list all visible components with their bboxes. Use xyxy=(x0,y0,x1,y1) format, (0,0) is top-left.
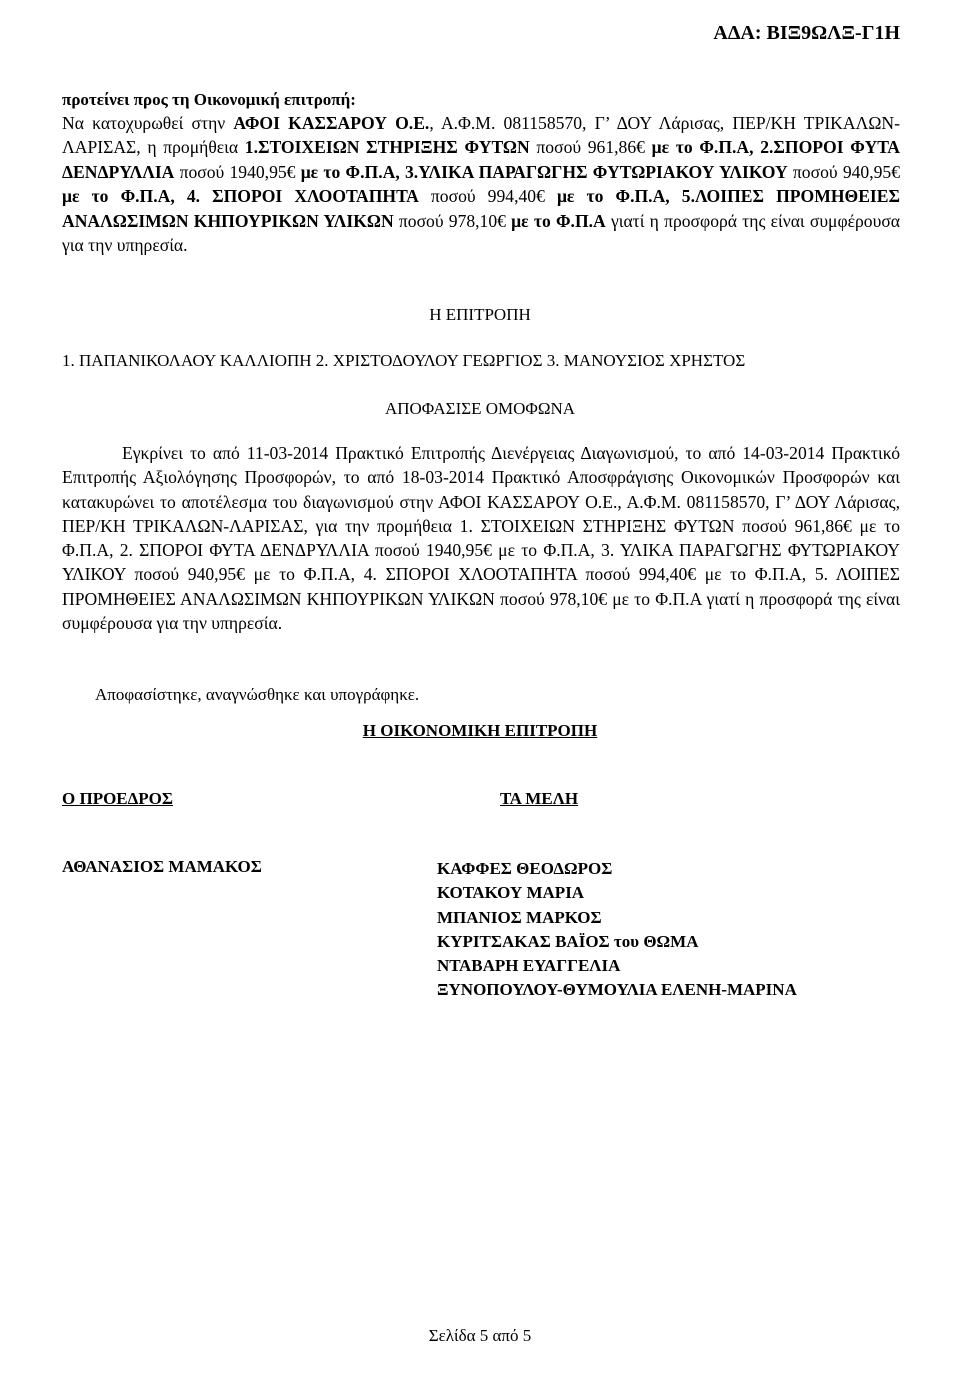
item-2: με το Φ.Π.Α, 2.ΣΠΟΡΟΙ ΦΥΤΑ ΔΕΝΔΡΥΛΛΙΑ xyxy=(62,137,900,182)
item-1: 1.ΣΤΟΙΧΕΙΩΝ ΣΤΗΡΙΞΗΣ ΦΥΤΩΝ xyxy=(244,137,530,158)
members-list xyxy=(437,857,797,1003)
company-name: ΑΦΟΙ ΚΑΣΣΑΡΟΥ Ο.Ε. xyxy=(233,113,430,133)
amount-1: ποσού 961,86€ xyxy=(529,137,652,158)
amount-4: ποσού 994,40€ xyxy=(418,186,557,207)
members-title: ΤΑ ΜΕΛΗ xyxy=(500,789,579,808)
proposal-paragraph xyxy=(62,111,900,257)
president-name: ΑΘΑΝΑΣΙΟΣ ΜΑΜΑΚΟΣ xyxy=(62,857,262,876)
committee-members: 1. ΠΑΠΑΝΙΚΟΛΑΟΥ ΚΑΛΛΙΟΠΗ 2. ΧΡΙΣΤΟΔΟΥΛΟΥ ΓΕΩΡΓΙΟΣ 3. ΜΑΝΟΥΣΙΟΣ ΧΡΗΣΤΟΣ xyxy=(62,351,746,370)
amount-3: ποσού 940,95€ xyxy=(787,161,900,182)
member-name: ΝΤΑΒΑΡΗ ΕΥΑΓΓΕΛΙΑ xyxy=(437,956,621,976)
proposal-title: προτείνει προς τη Οικονομική επιτροπή: xyxy=(62,90,356,109)
member-name: ΞΥΝΟΠΟΥΛΟΥ-ΘΥΜΟΥΛΙΑ ΕΛΕΝΗ-ΜΑΡΙΝΑ xyxy=(437,980,797,1000)
president-title: Ο ΠΡΟΕΔΡΟΣ xyxy=(62,789,174,808)
page-number: Σελίδα 5 από 5 xyxy=(428,1326,532,1345)
amount-2: ποσού 1940,95€ xyxy=(174,161,301,182)
member-name: ΚΟΤΑΚΟΥ ΜΑΡΙΑ xyxy=(437,883,585,903)
closing-statement: Αποφασίστηκε, αναγνώσθηκε και υπογράφηκε. xyxy=(95,685,420,704)
financial-committee-title: Η ΟΙΚΟΝΟΜΙΚΗ ΕΠΙΤΡΟΠΗ xyxy=(362,721,598,740)
item-5: με το Φ.Π.Α, 5.ΛΟΙΠΕΣ ΠΡΟΜΗΘΕΙΕΣ ΑΝΑΛΩΣΙΜΩΝ ΚΗΠΟΥΡΙΚΩΝ ΥΛΙΚΩΝ xyxy=(62,186,901,231)
ada-code: ΑΔΑ: ΒΙΞ9ΩΛΞ-Γ1Η xyxy=(713,22,900,44)
item-3: με το Φ.Π.Α, 3.ΥΛΙΚΑ ΠΑΡΑΓΩΓΗΣ ΦΥΤΩΡΙΑΚΟΥ ΥΛΙΚΟΥ xyxy=(300,161,788,182)
decision-paragraph xyxy=(62,441,900,635)
amount-5: ποσού 978,10€ xyxy=(393,210,512,231)
proposal-text: Να κατοχυρωθεί στην xyxy=(62,113,234,133)
decision-text: Εγκρίνει το από 11-03-2014 Πρακτικό Επιτροπής Διενέργειας Διαγωνισμού, το από 14-03-2014 Πρακτικό Επιτροπής Αξιολόγησης Προσφορών, το από 18-03-2014 Πρακτικό Αποσφράγισης Οικονομικών Προσφορών και κατακυρώνει το αποτέλεσμα του διαγωνισμού στην ΑΦΟΙ ΚΑΣΣΑΡΟΥ Ο.Ε., Α.Φ.Μ. 081158570, Γ’ ΔΟΥ Λάρισας, ΠΕΡ/ΚΗ ΤΡΙΚΑΛΩΝ-ΛΑΡΙΣΑΣ, για την προμήθεια 1. ΣΤΟΙΧΕΙΩΝ ΣΤΗΡΙΞΗΣ ΦΥΤΩΝ ποσού 961,86€ με το Φ.Π.Α, 2. ΣΠΟΡΟΙ ΦΥΤΑ ΔΕΝΔΡΥΛΛΙΑ ποσού 1940,95€ με το Φ.Π.Α, 3. ΥΛΙΚΑ ΠΑΡΑΓΩΓΗΣ ΦΥΤΩΡΙΑΚΟΥ ΥΛΙΚΟΥ ποσού 940,95€ με το Φ.Π.Α, 4. ΣΠΟΡΟΙ ΧΛΟΟΤΑΠΗΤΑ ποσού 994,40€ με το Φ.Π.Α, 5. ΛΟΙΠΕΣ ΠΡΟΜΗΘΕΙΕΣ ΑΝΑΛΩΣΙΜΩΝ ΚΗΠΟΥΡΙΚΩΝ ΥΛΙΚΩΝ ποσού 978,10€ με το Φ.Π.Α γιατί η προσφορά της είναι συμφέρουσα για την υπηρεσία. xyxy=(62,443,900,634)
proposal-tail: γιατί η προσφορά της είναι συμφέρουσα για την υπηρεσία. xyxy=(62,210,901,256)
item-4: με το Φ.Π.Α, 4. ΣΠΟΡΟΙ ΧΛΟΟΤΑΠΗΤΑ xyxy=(62,186,419,207)
committee-heading: Η ΕΠΙΤΡΟΠΗ xyxy=(429,305,531,324)
proposal-text: , Α.Φ.Μ. 081158570, Γ’ ΔΟΥ Λάρισας, ΠΕΡ/ΚΗ ΤΡΙΚΑΛΩΝ-ΛΑΡΙΣΑΣ, η προμήθεια xyxy=(62,113,900,158)
member-name: ΜΠΑΝΙΟΣ ΜΑΡΚΟΣ xyxy=(437,907,602,927)
decision-heading: ΑΠΟΦΑΣΙΣΕ ΟΜΟΦΩΝΑ xyxy=(384,399,576,418)
member-name: ΚΑΦΦΕΣ ΘΕΟΔΩΡΟΣ xyxy=(437,859,613,878)
member-name: ΚΥΡΙΤΣΑΚΑΣ ΒΑΪΟΣ του ΘΩΜΑ xyxy=(437,931,699,951)
vat-note: με το Φ.Π.Α xyxy=(511,210,606,231)
